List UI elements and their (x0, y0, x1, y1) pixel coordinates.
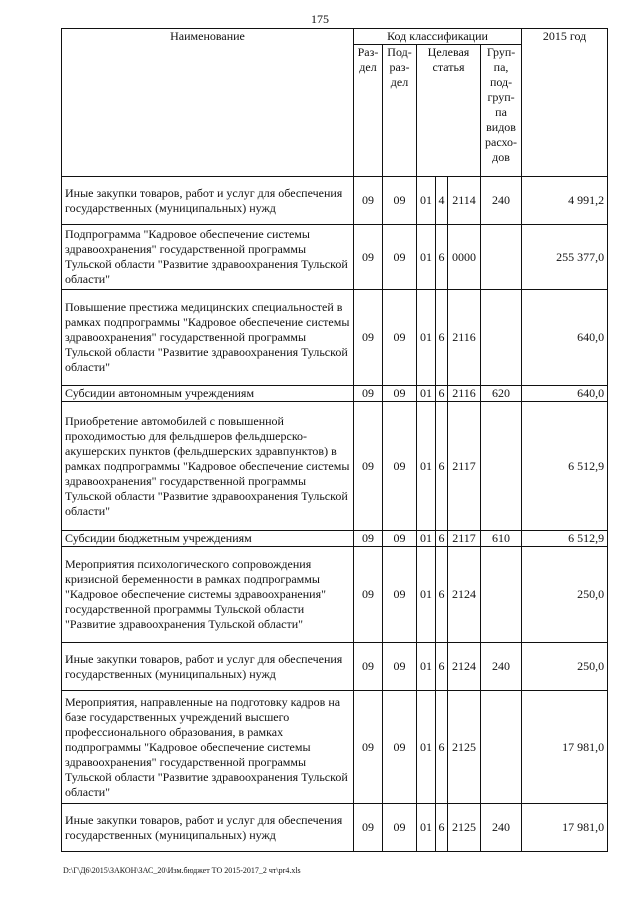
header-target: Целевая статья (417, 45, 481, 177)
row-name: Иные закупки товаров, работ и услуг для обеспечения государственных (муниципальных) нужд (62, 643, 354, 691)
table-row (62, 547, 608, 643)
row-target-code: 2116 (448, 386, 481, 402)
row-expense-group (481, 290, 522, 386)
row-razdel: 09 (354, 643, 383, 691)
row-target-program: 01 (417, 177, 436, 225)
row-target-subprogram: 6 (436, 225, 448, 290)
row-target-code: 2116 (448, 290, 481, 386)
row-expense-group: 620 (481, 386, 522, 402)
budget-table (61, 28, 608, 852)
row-razdel: 09 (354, 386, 383, 402)
row-target-subprogram: 6 (436, 386, 448, 402)
row-podrazdel: 09 (383, 691, 417, 804)
row-target-program: 01 (417, 386, 436, 402)
header-razdel: Раз-дел (354, 45, 383, 177)
row-target-code: 2114 (448, 177, 481, 225)
row-target-code: 2125 (448, 804, 481, 852)
row-expense-group (481, 691, 522, 804)
row-target-code: 2124 (448, 547, 481, 643)
row-name: Иные закупки товаров, работ и услуг для обеспечения государственных (муниципальных) нужд (62, 804, 354, 852)
row-amount-2015: 640,0 (522, 386, 608, 402)
row-target-program: 01 (417, 643, 436, 691)
row-target-code: 2117 (448, 402, 481, 531)
row-razdel: 09 (354, 804, 383, 852)
row-razdel: 09 (354, 290, 383, 386)
row-target-program: 01 (417, 225, 436, 290)
row-amount-2015: 250,0 (522, 643, 608, 691)
row-expense-group (481, 225, 522, 290)
row-podrazdel: 09 (383, 290, 417, 386)
row-name: Подпрограмма "Кадровое обеспечение системы здравоохранения" государственной программы Тульской области "Развитие здравоохранения Тульской области" (62, 225, 354, 290)
row-target-program: 01 (417, 547, 436, 643)
row-target-subprogram: 6 (436, 643, 448, 691)
row-amount-2015: 17 981,0 (522, 691, 608, 804)
row-amount-2015: 4 991,2 (522, 177, 608, 225)
table-row (62, 225, 608, 290)
row-target-program: 01 (417, 290, 436, 386)
row-expense-group: 240 (481, 804, 522, 852)
row-target-subprogram: 6 (436, 804, 448, 852)
row-name: Мероприятия психологического сопровождения кризисной беременности в рамках подпрограммы "Кадровое обеспечение системы здравоохранения" государственной программы Тульской области "Развитие здравоохранения Тульской области" (62, 547, 354, 643)
row-amount-2015: 17 981,0 (522, 804, 608, 852)
row-podrazdel: 09 (383, 643, 417, 691)
row-podrazdel: 09 (383, 402, 417, 531)
row-razdel: 09 (354, 547, 383, 643)
table-row (62, 386, 608, 402)
row-target-code: 2117 (448, 531, 481, 547)
row-expense-group: 240 (481, 177, 522, 225)
header-code: Код классификации (354, 29, 522, 45)
row-target-code: 2124 (448, 643, 481, 691)
row-podrazdel: 09 (383, 386, 417, 402)
row-amount-2015: 6 512,9 (522, 531, 608, 547)
row-target-code: 0000 (448, 225, 481, 290)
row-target-code: 2125 (448, 691, 481, 804)
row-expense-group: 240 (481, 643, 522, 691)
row-target-subprogram: 6 (436, 531, 448, 547)
row-podrazdel: 09 (383, 225, 417, 290)
row-amount-2015: 250,0 (522, 547, 608, 643)
page-number: 175 (311, 12, 329, 26)
row-name: Субсидии автономным учреждениям (62, 386, 354, 402)
row-razdel: 09 (354, 225, 383, 290)
row-target-subprogram: 6 (436, 290, 448, 386)
row-podrazdel: 09 (383, 531, 417, 547)
table-row (62, 691, 608, 804)
table-row (62, 402, 608, 531)
table-row (62, 531, 608, 547)
row-target-program: 01 (417, 804, 436, 852)
row-amount-2015: 6 512,9 (522, 402, 608, 531)
row-target-subprogram: 6 (436, 547, 448, 643)
row-expense-group (481, 402, 522, 531)
row-expense-group: 610 (481, 531, 522, 547)
row-name: Субсидии бюджетным учреждениям (62, 531, 354, 547)
header-podrazdel: Под-раз-дел (383, 45, 417, 177)
row-razdel: 09 (354, 531, 383, 547)
row-amount-2015: 255 377,0 (522, 225, 608, 290)
table-row (62, 804, 608, 852)
row-name: Повышение престижа медицинских специальностей в рамках подпрограммы "Кадровое обеспечение системы здравоохранения" государственной программы Тульской области "Развитие здравоохранения Тульской области" (62, 290, 354, 386)
row-target-subprogram: 4 (436, 177, 448, 225)
row-target-program: 01 (417, 402, 436, 531)
row-razdel: 09 (354, 691, 383, 804)
row-amount-2015: 640,0 (522, 290, 608, 386)
file-path-footer: D:\Г\Д6\2015\ЗАКОН\ЗАС_20\Изм.бюджет ТО 2015-2017_2 чт\pr4.xls (63, 866, 301, 875)
row-target-subprogram: 6 (436, 691, 448, 804)
table-row (62, 177, 608, 225)
row-name: Мероприятия, направленные на подготовку кадров на базе государственных учреждений высшего профессионального образования, в рамках подпрограммы "Кадровое обеспечение системы здравоохранения" государственной программы Тульской области "Развитие здравоохранения Тульской области" (62, 691, 354, 804)
row-name: Приобретение автомобилей с повышенной проходимостью для фельдшеров фельдшерско-акушерских пунктов (фельдшерских здравпунктов) в рамках подпрограммы "Кадровое обеспечение системы здравоохранения" государственной программы Тульской области "Развитие здравоохранения Тульской области" (62, 402, 354, 531)
row-target-program: 01 (417, 691, 436, 804)
row-podrazdel: 09 (383, 177, 417, 225)
header-group: Груп-па, под-груп-па видов расхо-дов (481, 45, 522, 177)
row-podrazdel: 09 (383, 547, 417, 643)
row-expense-group (481, 547, 522, 643)
row-name: Иные закупки товаров, работ и услуг для обеспечения государственных (муниципальных) нужд (62, 177, 354, 225)
header-name: Наименование (62, 29, 354, 177)
row-razdel: 09 (354, 402, 383, 531)
header-year: 2015 год (522, 29, 608, 177)
row-razdel: 09 (354, 177, 383, 225)
row-target-subprogram: 6 (436, 402, 448, 531)
row-podrazdel: 09 (383, 804, 417, 852)
row-target-program: 01 (417, 531, 436, 547)
table-row (62, 643, 608, 691)
table-row (62, 290, 608, 386)
